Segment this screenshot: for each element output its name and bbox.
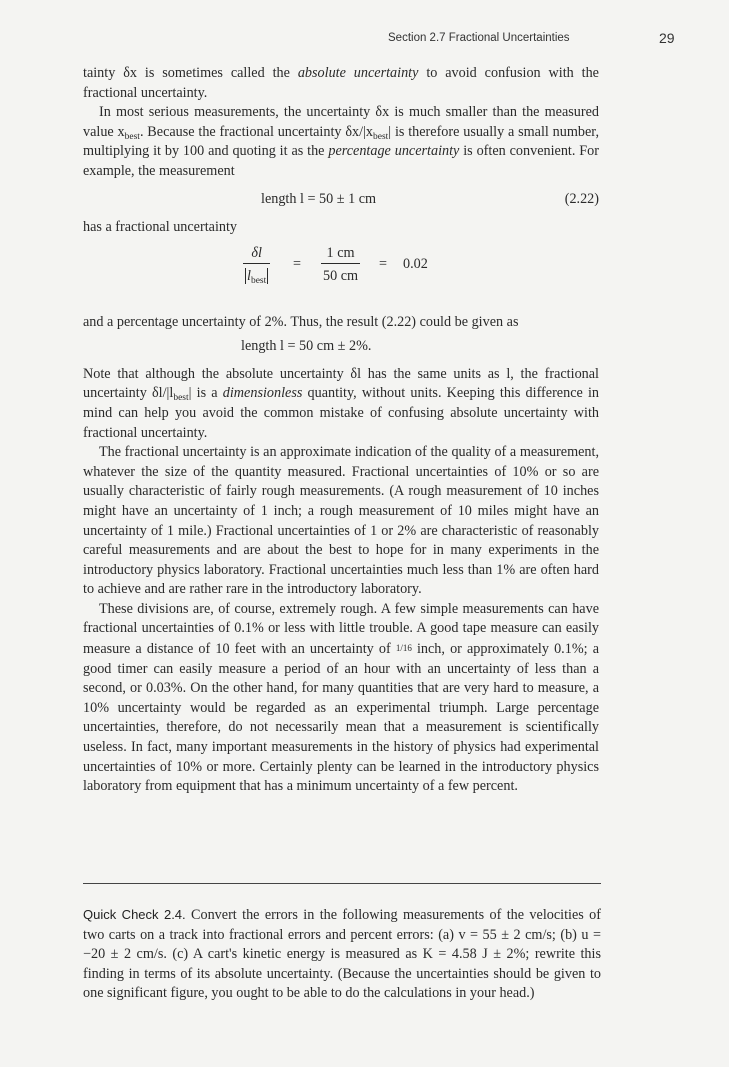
text-run: quantity, without units. Keeping this difference in mind can help you avoid the common mistake of confusing absolute uncertainty with fractional uncertainty. [83, 385, 599, 441]
emphasis: dimensionless [222, 385, 303, 402]
fraction-denominator: 50 cm [321, 263, 360, 286]
fraction-result: 0.02 [403, 256, 428, 273]
quick-check-box [83, 905, 601, 1004]
emphasis: percentage uncertainty [328, 143, 460, 160]
text-run: | is a [188, 385, 223, 402]
body-text [83, 64, 599, 797]
equation-expression: length l = 50 ± 1 cm [261, 190, 377, 207]
equation-number: (2.22) [564, 190, 599, 207]
fraction-numerator [243, 243, 270, 263]
section-divider [83, 883, 601, 884]
equation-percent [83, 337, 599, 359]
equation-2-22 [83, 190, 599, 212]
equation-expression: length l = 50 cm ± 2%. [241, 337, 372, 354]
text-run: is often convenient. For example, the measurement [83, 143, 599, 179]
fraction-numerator: 1 cm [326, 245, 355, 262]
paragraph-2 [83, 103, 599, 181]
fraction-equation [83, 243, 599, 307]
subscript: best [124, 131, 140, 142]
subscript: best [173, 393, 189, 404]
text-run: inch, or approximately 0.1%; a good timer can easily measure a period of an hour with an uncertainty of less than a second, or 0.03%. On the other hand, for many quantities that are very hard to measure, a 10% uncertainty would be regarded as an experimental triumph. Large percentage uncertainties, therefore, do not necessarily mean that a measurement is scientifically useless. In fact, many important measurements in the history of physics had experimental uncertainties of 10% or more. Certainly plenty can be learned in the introductory physics laboratory from equipment that has a minimum uncertainty of a few percent. [83, 641, 600, 795]
paragraph-7 [83, 600, 599, 797]
text-run: tainty δx is sometimes called the [83, 65, 298, 81]
subscript: best [372, 131, 389, 142]
fraction-right [321, 243, 360, 286]
quick-check-text: Convert the errors in the following measurements of the velocities of two carts on a track into fractional errors and percent errors: (a) v = 55 ± 2 cm/s; (b) u = −20 ± 2 cm/s. (c) A cart's kinetic energy is measured as K = 4.58 J ± 2%; rewrite this finding in terms of its absolute uncertainty. (Because the uncertainties should be given to one significant figure, you ought to be able to do the calculations in your head.) [83, 907, 601, 1002]
equals-sign: = [379, 256, 388, 273]
text-run: Note that although the absolute uncertainty δl has the same units as l, the fractional uncertainty δl/|l [83, 365, 599, 402]
text-run: In most serious measurements, the uncertainty δx is much smaller than the measured value x [83, 104, 599, 140]
quick-check-title: Quick Check 2.4. [83, 907, 186, 922]
text-run: | is therefore usually a small number, multiplying it by 100 and quoting it as the [83, 123, 599, 160]
numerator-text: δl [251, 245, 262, 262]
text-run: to avoid confusion with the fractional uncertainty. [83, 65, 599, 101]
text-run: These divisions are, of course, extremely rough. A few simple measurements can have fractional uncertainties of 0.1% or less with little trouble. A good tape measure can easily measure a distance of 10 feet with an uncertainty of [83, 600, 599, 658]
fraction-denominator [243, 263, 270, 286]
paragraph-4: and a percentage uncertainty of 2%. Thus, the result (2.22) could be given as [83, 314, 519, 331]
denominator-var: l [247, 268, 251, 285]
abs-value [245, 268, 268, 287]
paragraph-5 [83, 365, 599, 443]
page-header [0, 30, 729, 50]
fraction-left [243, 243, 270, 286]
subscript: best [250, 276, 267, 287]
equals-sign: = [293, 256, 302, 273]
emphasis: absolute uncertainty [297, 65, 419, 81]
section-title: Section 2.7 Fractional Uncertainties [388, 32, 570, 44]
paragraph-3: has a fractional uncertainty [83, 218, 238, 235]
inline-fraction: 1/16 [395, 643, 412, 654]
paragraph-1 [83, 64, 599, 103]
text-run: . Because the fractional uncertainty δx/|x [139, 123, 373, 140]
page-number: 29 [659, 30, 675, 46]
paragraph-6: The fractional uncertainty is an approximate indication of the quality of a measurement, whatever the size of the quantity measured. Fractional uncertainties of 10% or so are usually characteristic of fairly rough measurements. (A rough measurement of 10 inches might have an uncertainty of 1 inch; a rough measurement of 10 miles might have an uncertainty of 1 mile.) Fractional uncertainties of 1 or 2% are characteristic of reasonably careful measurements and are about the best to hope for in many experiments in the introductory physics laboratory. Fractional uncertainties much less than 1% are often hard to achieve and are rather rare in the introductory laboratory. [83, 444, 599, 598]
